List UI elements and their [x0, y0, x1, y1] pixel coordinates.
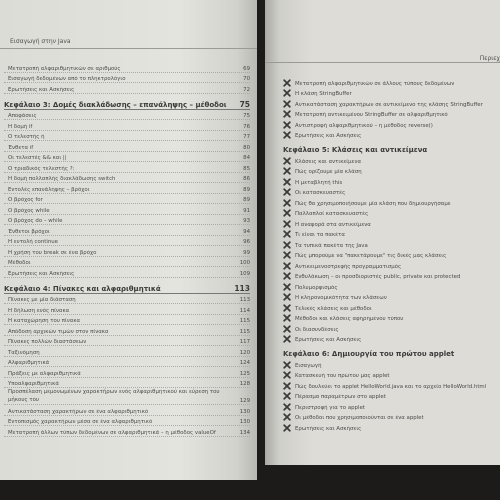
- toc-entry-label: Ένθετα if: [8, 144, 34, 151]
- toc-entry: [283, 154, 498, 165]
- toc-entry-label: Απόδοση αρχικών τιμών στον πίνακα: [8, 328, 109, 335]
- toc-entry: [4, 204, 250, 215]
- toc-entry-page-number: 114: [239, 307, 250, 314]
- toc-entry: [4, 194, 250, 205]
- x-bullet-icon: [283, 178, 291, 186]
- toc-entry-page-number: 80: [243, 144, 250, 151]
- x-bullet-icon: [283, 220, 291, 228]
- x-bullet-icon: [283, 361, 291, 369]
- x-bullet-icon: [283, 371, 291, 379]
- toc-entry-label: Πώς θα χρησιμοποιήσουμε μία κλάση που δημιουργήσαμε: [295, 200, 451, 207]
- x-bullet-icon: [283, 121, 291, 129]
- toc-entry: [283, 186, 498, 197]
- x-bullet-icon: [283, 413, 291, 421]
- toc-entry: [4, 215, 250, 226]
- toc-entry: [4, 357, 250, 368]
- toc-entry-label: Οι μέθοδοι που χρησιμοποιούνται σε ένα applet: [295, 415, 424, 421]
- toc-entry: [283, 390, 498, 401]
- chapter-heading: [283, 343, 498, 358]
- toc-entry-label: Ενθυλάκωση – οι προσδιοριστές public, private και protected: [295, 274, 461, 280]
- toc-entry-label: Μετατροπή άλλων τύπων δεδομένων σε αλφαριθμητικά – η μέθοδος valueOf: [8, 429, 216, 436]
- toc-entry: [283, 379, 498, 390]
- toc-entry-page-number: 130: [239, 419, 250, 425]
- running-head: Εισαγωγή στην Java: [10, 38, 71, 45]
- toc-entry: [4, 236, 250, 247]
- toc-entry-page-number: 99: [243, 249, 250, 256]
- toc-entry-label: Προσπέλαση μεμονωμένων χαρακτήρων ενός αλφαριθμητικού και εύρεση του μήκους του: [8, 389, 220, 403]
- toc-entry: [283, 421, 498, 432]
- toc-entry-label: Αντικειμενοστρεφής προγραμματισμός: [295, 263, 402, 270]
- toc-entry-page-number: 129: [239, 398, 250, 404]
- x-bullet-icon: [283, 131, 291, 139]
- toc-entry: [4, 246, 250, 257]
- toc-entry-label: Πώς δουλεύει το applet HelloWorld.java και το αρχείο HelloWorld.html: [295, 383, 487, 390]
- toc-entry: [4, 315, 250, 326]
- toc-entry-label: Μετατροπή αλφαριθμητικών σε άλλους τύπους δεδομένων: [295, 80, 455, 87]
- toc-entry-label: Αποφάσεις: [8, 113, 37, 119]
- x-bullet-icon: [283, 314, 291, 322]
- toc-entry: [4, 152, 250, 163]
- toc-entry-label: Ερωτήσεις και Ασκήσεις: [295, 425, 362, 432]
- toc-entry-label: Εντολές επανάληψης – βρόχοι: [8, 186, 90, 193]
- x-bullet-icon: [283, 272, 291, 280]
- toc-entry-label: Ο βρόχος while: [8, 207, 50, 214]
- toc-entry: [4, 378, 250, 389]
- toc-entry-label: Εισαγωγή δεδομένων από το πληκτρολόγιο: [8, 76, 126, 82]
- toc-entry-label: Η μεταβλητή this: [295, 179, 343, 186]
- toc-entry: [4, 120, 250, 131]
- toc-entry-page-number: 85: [243, 165, 250, 172]
- toc-entry-label: Εντοπισμός χαρακτήρων μέσα σε ένα αλφαριθμητικό: [8, 419, 153, 425]
- toc-entry-label: Αλφαριθμητικά: [8, 360, 50, 366]
- toc-entry: [283, 87, 498, 98]
- chapter-heading: [4, 94, 250, 110]
- toc-entry-label: Μέθοδοι: [8, 260, 31, 266]
- toc-entry: [283, 108, 498, 119]
- toc-entry: [283, 333, 498, 344]
- x-bullet-icon: [283, 89, 291, 97]
- toc-entry-label: Μετατροπή αλφαριθμητικών σε αριθμούς: [8, 65, 121, 72]
- toc-entry-page-number: 77: [243, 134, 250, 140]
- toc-entry-page-number: 89: [243, 186, 250, 193]
- toc-entry-label: Κεφάλαιο 5: Κλάσεις και αντικείμενα: [283, 146, 428, 154]
- toc-entry-page-number: 86: [243, 176, 250, 182]
- toc-entry-label: Κεφάλαιο 6: Δημιουργία του πρώτου applet: [283, 350, 455, 358]
- toc-entry-label: Πώς μπορούμε να "πακετάρουμε" τις δικές μας κλάσεις: [295, 253, 447, 259]
- toc-entry: [4, 257, 250, 268]
- toc-entry-label: Υποαλφαριθμητικά: [8, 381, 59, 387]
- toc-entry-page-number: 130: [239, 408, 250, 415]
- toc-entry-page-number: 76: [243, 123, 250, 130]
- toc-entry: [283, 196, 498, 207]
- toc-entry-page-number: 75: [239, 99, 250, 109]
- toc-entry-label: Πέρασμα παραμέτρων στο applet: [295, 394, 386, 400]
- toc-entry-label: Τι είναι τα πακέτα: [295, 232, 345, 238]
- x-bullet-icon: [283, 100, 291, 108]
- toc-entry: [4, 304, 250, 315]
- toc-list-left: [4, 62, 250, 437]
- x-bullet-icon: [283, 110, 291, 118]
- toc-entry-label: Ταξινόμηση: [8, 349, 40, 356]
- toc-entry-label: Ο βρόχος do – while: [8, 218, 63, 224]
- toc-entry: [283, 312, 498, 323]
- toc-entry: [283, 238, 498, 249]
- toc-entry-page-number: 75: [243, 113, 250, 119]
- toc-entry: [283, 207, 498, 218]
- toc-entry: [4, 83, 250, 94]
- x-bullet-icon: [283, 424, 291, 432]
- x-bullet-icon: [283, 209, 291, 217]
- toc-entry-label: Παλλαπλοί κατασκευαστές: [295, 211, 369, 217]
- toc-entry-page-number: 93: [243, 218, 250, 224]
- x-bullet-icon: [283, 251, 291, 259]
- toc-entry: [283, 280, 498, 291]
- x-bullet-icon: [283, 230, 291, 238]
- toc-entry-page-number: 84: [243, 155, 250, 161]
- toc-entry: [4, 73, 250, 84]
- toc-entry: [283, 411, 498, 422]
- toc-entry: [283, 76, 498, 87]
- x-bullet-icon: [283, 325, 291, 333]
- toc-entry-label: Πώς ορίζουμε μία κλάση: [295, 169, 362, 175]
- toc-entry: [4, 131, 250, 142]
- toc-entry-label: Οι διασυνδέσεις: [295, 326, 339, 333]
- toc-entry-page-number: 91: [243, 207, 250, 214]
- toc-entry-page-number: 128: [239, 381, 250, 387]
- toc-entry-label: Η κληρονομικότητα των κλάσεων: [295, 295, 387, 301]
- x-bullet-icon: [283, 188, 291, 196]
- toc-entry: [4, 405, 250, 416]
- toc-entry-page-number: 134: [239, 429, 250, 436]
- toc-entry-label: Ο βρόχος for: [8, 197, 43, 203]
- toc-entry: [4, 267, 250, 278]
- toc-entry-label: Εισαγωγή: [295, 362, 322, 369]
- toc-entry-label: Η εντολή continue: [8, 239, 58, 245]
- toc-entry-label: Ερωτήσεις και Ασκήσεις: [8, 270, 75, 277]
- toc-entry-page-number: 69: [243, 65, 250, 72]
- toc-entry: [283, 129, 498, 140]
- x-bullet-icon: [283, 304, 291, 312]
- x-bullet-icon: [283, 199, 291, 207]
- toc-entry-page-number: 72: [243, 86, 250, 93]
- chapter-heading: [283, 139, 498, 154]
- toc-entry-page-number: 94: [243, 228, 250, 235]
- toc-entry-label: Κατασκευή του πρώτου μας applet: [295, 373, 390, 379]
- toc-entry-label: Περιστροφή για το applet: [295, 404, 365, 411]
- toc-entry: [4, 62, 250, 73]
- toc-entry: [283, 97, 498, 108]
- toc-entry: [4, 388, 250, 405]
- head-rule: [265, 62, 500, 63]
- toc-entry-label: Τα τυπικά πακέτα της Java: [295, 242, 368, 249]
- toc-entry-label: Η δήλωση ενός πίνακα: [8, 307, 70, 314]
- toc-entry-page-number: 125: [239, 370, 250, 377]
- toc-entry: [4, 141, 250, 152]
- head-rule: [0, 48, 257, 49]
- toc-entry-label: Η αναφορά στα αντικείμενα: [295, 221, 371, 228]
- toc-entry-page-number: 113: [234, 283, 250, 293]
- toc-entry: [283, 400, 498, 411]
- toc-entry-label: Ερωτήσεις και Ασκήσεις: [295, 133, 362, 139]
- toc-entry: [283, 270, 498, 281]
- toc-entry-label: Αντιστροφή αλφαριθμητικού – η μέθοδος reverse(): [295, 122, 433, 129]
- toc-entry: [283, 322, 498, 333]
- toc-entry: [283, 291, 498, 302]
- toc-entry: [283, 358, 498, 369]
- toc-entry-page-number: 124: [239, 360, 250, 366]
- toc-entry-label: Ένθετοι βρόχοι: [8, 228, 50, 235]
- toc-entry-label: Αντικατάσταση χαρακτήρων σε ένα αλφαριθμητικό: [8, 408, 149, 415]
- toc-entry-label: Η δομή πολλαπλής διακλάδωσης switch: [8, 176, 116, 182]
- x-bullet-icon: [283, 293, 291, 301]
- toc-entry-label: Κεφάλαιο 3: Δομές διακλάδωσης – επανάληψης – μέθοδοι: [4, 100, 227, 109]
- toc-entry-label: Πίνακες πολλών διαστάσεων: [8, 339, 87, 345]
- toc-entry-label: Η δομή if: [8, 123, 33, 130]
- toc-entry-page-number: 113: [239, 297, 250, 303]
- toc-entry-page-number: 89: [243, 197, 250, 203]
- toc-entry: [283, 369, 498, 380]
- x-bullet-icon: [283, 167, 291, 175]
- toc-entry-label: Ο τριαδικός τελεστής ?:: [8, 165, 75, 172]
- toc-entry: [4, 162, 250, 173]
- x-bullet-icon: [283, 335, 291, 343]
- toc-entry: [4, 225, 250, 236]
- chapter-heading: [4, 278, 250, 294]
- toc-entry-label: Οι τελεστές && και ||: [8, 155, 67, 161]
- toc-entry-page-number: 120: [239, 349, 250, 356]
- toc-entry: [283, 301, 498, 312]
- toc-entry: [4, 183, 250, 194]
- toc-entry-label: Τελικές κλάσεις και μέθοδοι: [295, 305, 372, 312]
- toc-entry-page-number: 115: [239, 328, 250, 335]
- right-page: [265, 0, 500, 465]
- toc-entry-label: Η καταχώρηση του πίνακα: [8, 318, 81, 324]
- toc-entry: [4, 367, 250, 378]
- x-bullet-icon: [283, 403, 291, 411]
- toc-entry: [4, 110, 250, 121]
- x-bullet-icon: [283, 79, 291, 87]
- toc-entry: [4, 336, 250, 347]
- toc-entry-label: Αντικατάσταση χαρακτήρων σε αντικείμενο της κλάσης StringBuffer: [295, 101, 483, 108]
- toc-entry: [4, 325, 250, 336]
- toc-entry-label: Κλάσεις και αντικείμενα: [295, 158, 362, 165]
- running-head: Περιεχ: [479, 55, 500, 62]
- toc-entry: [283, 259, 498, 270]
- toc-entry: [283, 118, 498, 129]
- toc-entry-label: Κεφάλαιο 4: Πίνακες και αλφαριθμητικά: [4, 284, 161, 293]
- toc-entry-label: Μέθοδοι και κλάσεις αφηρημένου τύπου: [295, 316, 404, 322]
- toc-entry-label: Ο τελεστής ή: [8, 134, 45, 140]
- toc-entry-label: Η κλάση StringBuffer: [295, 91, 352, 97]
- toc-entry-page-number: 96: [243, 239, 250, 245]
- toc-entry-label: Ερωτήσεις και Ασκήσεις: [295, 337, 362, 343]
- toc-entry-page-number: 109: [239, 270, 250, 277]
- x-bullet-icon: [283, 262, 291, 270]
- toc-entry: [283, 249, 498, 260]
- x-bullet-icon: [283, 392, 291, 400]
- toc-entry-label: Μετατροπή αντικειμένου StringBuffer σε αλφαριθμητικό: [295, 112, 448, 118]
- toc-entry-label: Πράξεις με αλφαριθμητικά: [8, 370, 81, 377]
- toc-entry-page-number: 70: [243, 76, 250, 82]
- left-page: [0, 0, 257, 480]
- x-bullet-icon: [283, 283, 291, 291]
- toc-list-right: [283, 76, 498, 432]
- x-bullet-icon: [283, 157, 291, 165]
- toc-entry: [4, 426, 250, 437]
- toc-entry: [283, 165, 498, 176]
- toc-entry-label: Η χρήση του break σε ένα βρόχο: [8, 249, 97, 256]
- toc-entry: [4, 173, 250, 184]
- toc-entry: [283, 228, 498, 239]
- toc-entry-page-number: 117: [239, 339, 250, 345]
- toc-entry-page-number: 100: [239, 260, 250, 266]
- toc-entry: [283, 217, 498, 228]
- x-bullet-icon: [283, 382, 291, 390]
- toc-entry: [4, 294, 250, 305]
- toc-entry-label: Πίνακες με μία διάσταση: [8, 297, 76, 303]
- toc-entry: [283, 175, 498, 186]
- toc-entry-page-number: 115: [239, 318, 250, 324]
- toc-entry: [4, 346, 250, 357]
- toc-entry: [4, 416, 250, 427]
- toc-entry-label: Οι κατασκευαστές: [295, 190, 346, 196]
- toc-entry-label: Πολυμορφισμός: [295, 284, 338, 291]
- x-bullet-icon: [283, 241, 291, 249]
- toc-entry-label: Ερωτήσεις και Ασκήσεις: [8, 86, 75, 93]
